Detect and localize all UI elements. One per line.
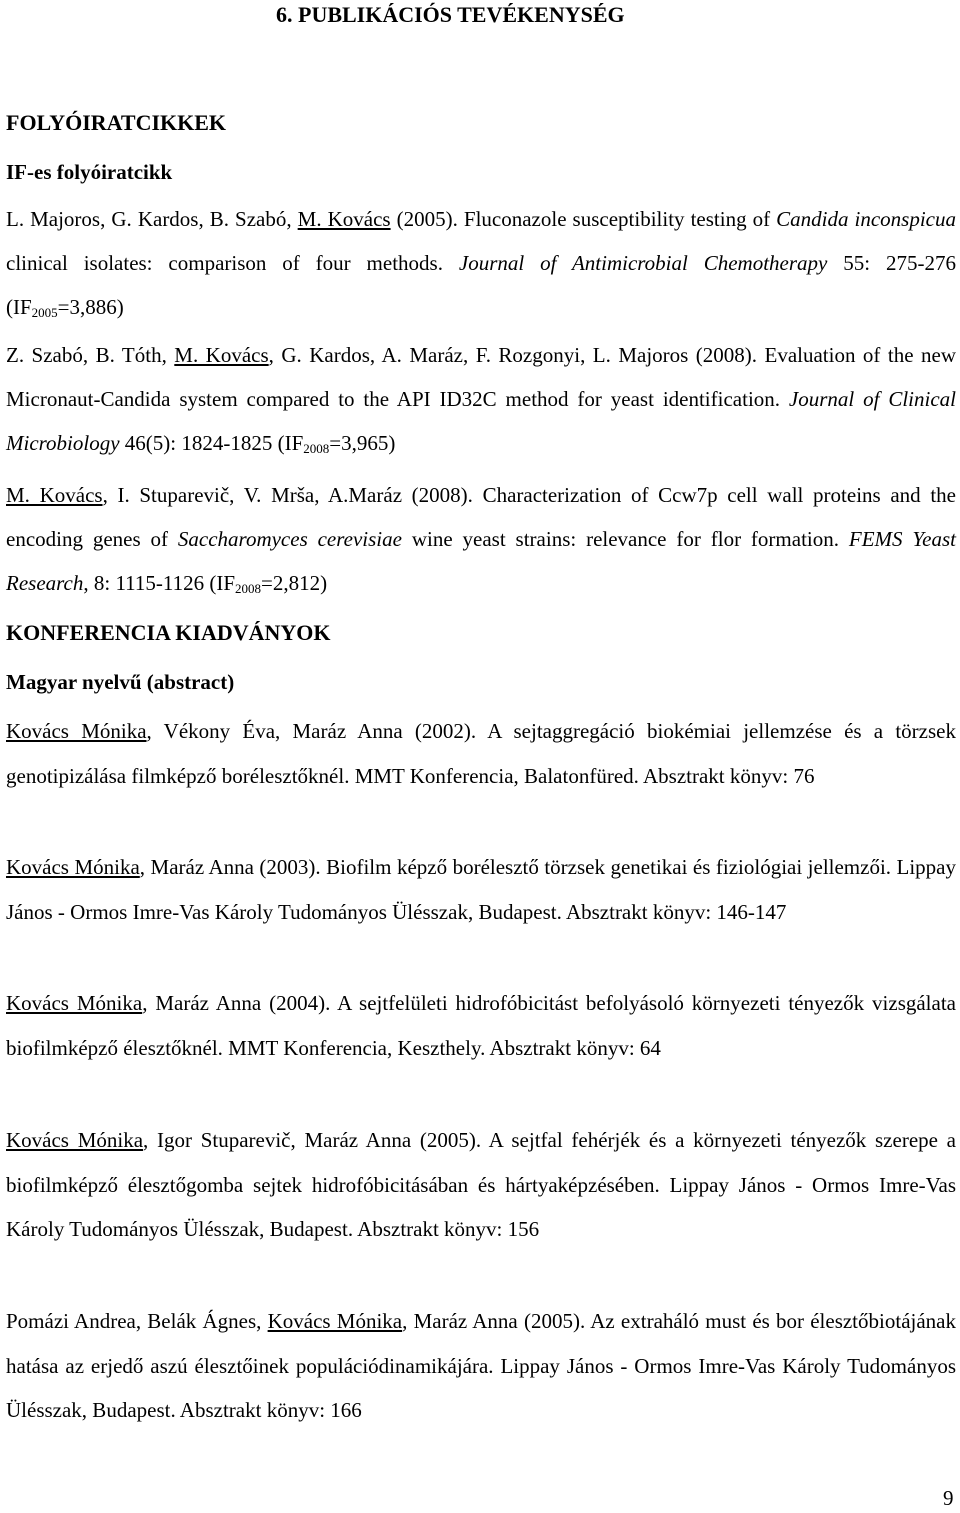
- impact-factor-value: =3,965): [329, 431, 396, 455]
- section-heading-if-articles: IF-es folyóiratcikk: [6, 160, 173, 184]
- article-year: , I. Stuparevič, V. Mrša, A.Maráz (2008).: [102, 483, 483, 507]
- impact-factor-year: 2005: [31, 305, 58, 320]
- abstract-author-highlight: Kovács Mónika: [267, 1309, 403, 1333]
- abstract-text: , Maráz Anna (2005). Az extraháló must és bor élesztőbiotájának hatása az erjedő aszú élesztőinek populációdinamikájára. Lippay János - Ormos Imre-Vas Károly Tudományos Ülésszak, Budapest. Absztrakt könyv: 166: [6, 1309, 956, 1422]
- article-entry-3: [6, 473, 956, 605]
- article-title-cont: wine yeast strains: relevance for flor formation.: [401, 527, 849, 551]
- impact-factor-value: =2,812): [261, 571, 328, 595]
- article-title: Evaluation of the new Micronaut-Candida system compared to the API ID32C method for yeast identification.: [6, 343, 957, 411]
- article-author-highlight: M. Kovács: [297, 207, 391, 231]
- article-authors: Z. Szabó, B. Tóth,: [6, 343, 175, 367]
- abstract-text: , Igor Stuparevič, Maráz Anna (2005). A sejtfal fehérjék és a környezeti tényezők szerepe a biofilmképző élesztőgomba sejtek hidrofóbicitásában és hártyaképzésében. Lippay János - Ormos Imre-Vas Károly Tudományos Ülésszak, Budapest. Absztrakt könyv: 156: [6, 1128, 956, 1241]
- abstract-author-highlight: Kovács Mónika: [6, 719, 147, 743]
- article-authors: L. Majoros, G. Kardos, B. Szabó,: [6, 207, 298, 231]
- abstract-author-highlight: Kovács Mónika: [6, 1128, 144, 1152]
- article-entry-1: [6, 197, 956, 329]
- section-heading-conference: KONFERENCIA KIADVÁNYOK: [6, 620, 331, 645]
- abstract-entry-3: [6, 981, 956, 1070]
- article-title: Characterization of Ccw7p cell wall proteins and the encoding genes of: [6, 483, 956, 551]
- impact-factor-year: 2008: [303, 441, 330, 456]
- abstract-author-highlight: Kovács Mónika: [6, 855, 140, 879]
- article-details: 55: 275-276 (IF: [6, 251, 956, 319]
- article-year: , G. Kardos, A. Maráz, F. Rozgonyi, L. Majoros (2008).: [268, 343, 765, 367]
- article-entry-2: [6, 333, 956, 465]
- article-title-species: Candida inconspicua: [776, 207, 956, 231]
- abstract-text: , Vékony Éva, Maráz Anna (2002). A sejtaggregáció biokémiai jellemzése és a törzsek genotipizálása filmképző borélesztőknél. MMT Konferencia, Balatonfüred. Absztrakt könyv: 76: [6, 719, 956, 788]
- impact-factor-value: =3,886): [57, 295, 124, 319]
- impact-factor-year: 2008: [235, 581, 262, 596]
- section-heading-journals: FOLYÓIRATCIKKEK: [6, 110, 227, 135]
- abstract-entry-5: [6, 1299, 956, 1433]
- abstract-author-highlight: Kovács Mónika: [6, 991, 143, 1015]
- abstract-text: , Maráz Anna (2004). A sejtfelületi hidrofóbicitást befolyásoló környezeti tényezők vizsgálata biofilmképző élesztőknél. MMT Konferencia, Keszthely. Absztrakt könyv: 64: [6, 991, 956, 1060]
- page-number: 9: [943, 1486, 954, 1510]
- article-title-species: Saccharomyces cerevisiae: [177, 527, 402, 551]
- abstract-text: , Maráz Anna (2003). Biofilm képző borélesztő törzsek genetikai és fiziológiai jellemzői. Lippay János - Ormos Imre-Vas Károly Tudományos Ülésszak, Budapest. Absztrakt könyv: 146-147: [6, 855, 957, 924]
- abstract-entry-2: [6, 845, 956, 934]
- abstract-entry-4: [6, 1118, 956, 1252]
- article-journal: Journal of Antimicrobial Chemotherapy: [458, 251, 828, 275]
- article-author-highlight: M. Kovács: [6, 483, 103, 507]
- article-details: 46(5): 1824-1825 (IF: [119, 431, 304, 455]
- page-title: 6. PUBLIKÁCIÓS TEVÉKENYSÉG: [276, 2, 625, 27]
- article-title-cont: clinical isolates: comparison of four methods.: [6, 251, 459, 275]
- article-year: (2005).: [390, 207, 464, 231]
- article-author-highlight: M. Kovács: [174, 343, 269, 367]
- abstract-entry-1: [6, 709, 956, 798]
- abstract-authors: Pomázi Andrea, Belák Ágnes,: [6, 1309, 268, 1333]
- section-heading-hungarian: Magyar nyelvű (abstract): [6, 670, 235, 694]
- article-details: , 8: 1115-1126 (IF: [83, 571, 236, 595]
- article-journal: FEMS Yeast Research: [6, 527, 956, 595]
- article-journal: Journal of Clinical Microbiology: [6, 387, 957, 455]
- article-title: Fluconazole susceptibility testing of: [463, 207, 777, 231]
